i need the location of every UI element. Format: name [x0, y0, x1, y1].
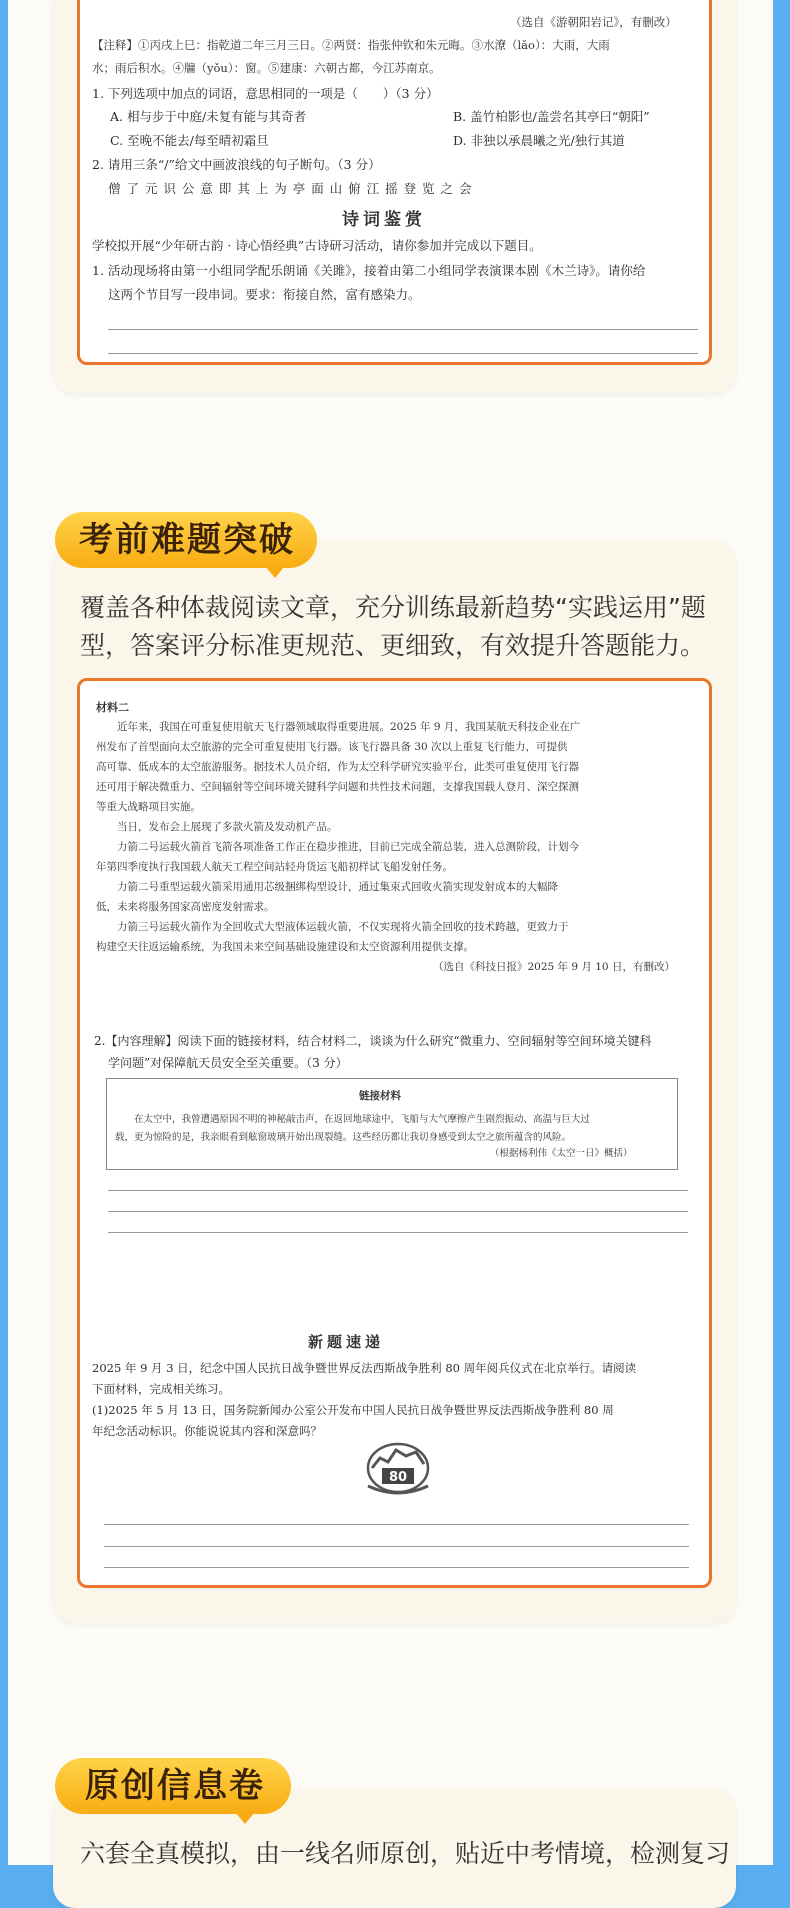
material-paragraph: 构建空天往返运输系统，为我国未来空间基础设施建设和太空资源利用提供支撑。 — [96, 941, 474, 953]
tab-pointer — [235, 1812, 255, 1824]
answer-line — [108, 329, 698, 330]
material-paragraph: 等重大战略项目实施。 — [96, 801, 201, 813]
exam-sheet-1 — [77, 0, 712, 365]
tab-pointer — [265, 566, 285, 578]
answer-line — [108, 1232, 688, 1233]
question-2-content-cont: 学问题”对保障航天员安全至关重要。（3 分） — [108, 1056, 348, 1070]
activity-intro: 学校拟开展“少年研古韵 · 诗心悟经典”古诗研习活动，请你参加并完成以下题目。 — [92, 238, 542, 253]
section-tab-difficult-questions — [55, 512, 317, 568]
source-citation: （选自《游朝阳岩记》，有删改） — [510, 15, 677, 29]
link-material-box — [106, 1078, 678, 1170]
section-heading-new-questions: 新题速递 — [308, 1333, 385, 1351]
answer-line — [104, 1546, 689, 1547]
link-material-text: 载，更为惊险的是，我亲眼看到舷窗玻璃开始出现裂缝。这些经历都让我切身感受到太空之旅所蕴含的风险。 — [115, 1132, 572, 1143]
answer-line — [104, 1567, 689, 1568]
link-material-source: （根据杨利伟《太空一日》概括） — [490, 1148, 633, 1159]
material-paragraph: 高可靠、低成本的太空旅游服务。据技术人员介绍，作为太空科学研究实验平台，此类可重复使用飞行器 — [96, 761, 579, 773]
section-tab-label: 考前难题突破 — [79, 520, 295, 560]
option-c: C. 至晚不能去/每至晴初霜旦 — [110, 133, 269, 148]
exam-sheet-2 — [77, 678, 712, 1588]
answer-line — [108, 353, 698, 354]
question-1: 1. 下列选项中加点的词语，意思相同的一项是（ ）（3 分） — [92, 86, 439, 101]
commemoration-logo-icon — [362, 1438, 434, 1502]
answer-line — [108, 1190, 688, 1191]
material-paragraph: 力箭二号重型运载火箭采用通用芯级捆绑构型设计，通过集束式回收火箭实现发射成本的大幅降 — [96, 881, 558, 893]
annotation-line: 【注释】①丙戌上巳：指乾道二年三月三日。②两贤：指张仲钦和朱元晦。③水潦（lǎo）：大雨，大雨 — [92, 38, 610, 52]
answer-line — [104, 1524, 689, 1525]
question-2: 2. 请用三条“/”给文中画波浪线的句子断句。（3 分） — [92, 157, 381, 172]
question-2-content: 2.【内容理解】阅读下面的链接材料，结合材料二，谈谈为什么研究“微重力、空间辐射等空间环境关键科 — [94, 1034, 652, 1048]
material-paragraph: 力箭三号运载火箭作为全回收式大型液体运载火箭，不仅实现将火箭全回收的技术跨越，更致力于 — [96, 921, 569, 933]
activity-question-1-cont: 这两个节目写一段串词。要求：衔接自然，富有感染力。 — [108, 287, 421, 302]
section-tab-original-papers — [55, 1758, 291, 1814]
material-paragraph: 州发布了首型面向太空旅游的完全可重复使用飞行器。该飞行器具备 30 次以上重复飞行能力，可提供 — [96, 741, 568, 753]
option-b: B. 盖竹柏影也/盖尝名其亭曰“朝阳” — [453, 109, 650, 124]
annotation-line: 水；雨后积水。④牖（yǒu）：窗。⑤建康：六朝古都，今江苏南京。 — [92, 61, 441, 75]
material-paragraph: 年第四季度执行我国载人航天工程空间站轻舟货运飞船初样试飞船发射任务。 — [96, 861, 453, 873]
activity-question-1: 1. 活动现场将由第一小组同学配乐朗诵《关雎》，接着由第二小组同学表演课本剧《木兰诗》。请你给 — [92, 263, 646, 278]
material-paragraph: 当日，发布会上展现了多款火箭及发动机产品。 — [96, 821, 338, 833]
material-paragraph: 低，未来将服务国家高密度发射需求。 — [96, 901, 275, 913]
material-paragraph: 力箭二号运载火箭首飞箭各项准备工作正在稳步推进，目前已完成全箭总装，进入总测阶段，计划今 — [96, 841, 579, 853]
section-description: 覆盖各种体裁阅读文章，充分训练最新趋势“实践运用”题型，答案评分标准更规范、更细致，有效提升答题能力。 — [80, 593, 706, 660]
material-paragraph: 近年来，我国在可重复使用航天飞行器领域取得重要进展。2025 年 9 月，我国某航天科技企业在广 — [96, 721, 581, 733]
svg-text:80: 80 — [388, 1470, 408, 1485]
link-material-text: 在太空中，我曾遭遇原因不明的神秘敲击声，在返回地球途中，飞船与大气摩擦产生剧烈振动、高温与巨大过 — [115, 1114, 591, 1125]
news-question-1-cont: 年纪念活动标识。你能说说其内容和深意吗？ — [92, 1424, 322, 1438]
sentence-to-punctuate: 僧 了 元 识 公 意 即 其 上 为 亭 面 山 俯 江 摇 登 览 之 会 — [108, 181, 473, 196]
option-d: D. 非独以承晨曦之光/独行其道 — [453, 133, 625, 148]
news-intro: 2025 年 9 月 3 日，纪念中国人民抗日战争暨世界反法西斯战争胜利 80 周年阅兵仪式在北京举行。请阅读 — [92, 1361, 637, 1375]
source-citation: （选自《科技日报》2025 年 9 月 10 日，有删改） — [433, 961, 675, 973]
option-a: A. 相与步于中庭/未复有能与其奇者 — [110, 109, 307, 124]
section-tab-label: 原创信息卷 — [85, 1766, 265, 1806]
link-material-title: 链接材料 — [359, 1090, 401, 1102]
news-question-1: (1)2025 年 5 月 13 日，国务院新闻办公室公开发布中国人民抗日战争暨世界反法西斯战争胜利 80 周 — [92, 1403, 614, 1417]
news-intro-cont: 下面材料，完成相关练习。 — [92, 1382, 230, 1396]
material-paragraph: 还可用于解决微重力、空间辐射等空间环境关键科学问题和共性技术问题，支撑我国载人登月、深空探测 — [96, 781, 579, 793]
classical-chinese-card — [53, 0, 736, 393]
section-description: 六套全真模拟，由一线名师原创，贴近中考情境，检测复习 — [80, 1839, 731, 1868]
section-heading-poetry: 诗词鉴赏 — [342, 205, 426, 230]
material-title: 材料二 — [96, 701, 129, 714]
right-frame — [773, 0, 790, 1865]
answer-line — [108, 1211, 688, 1212]
